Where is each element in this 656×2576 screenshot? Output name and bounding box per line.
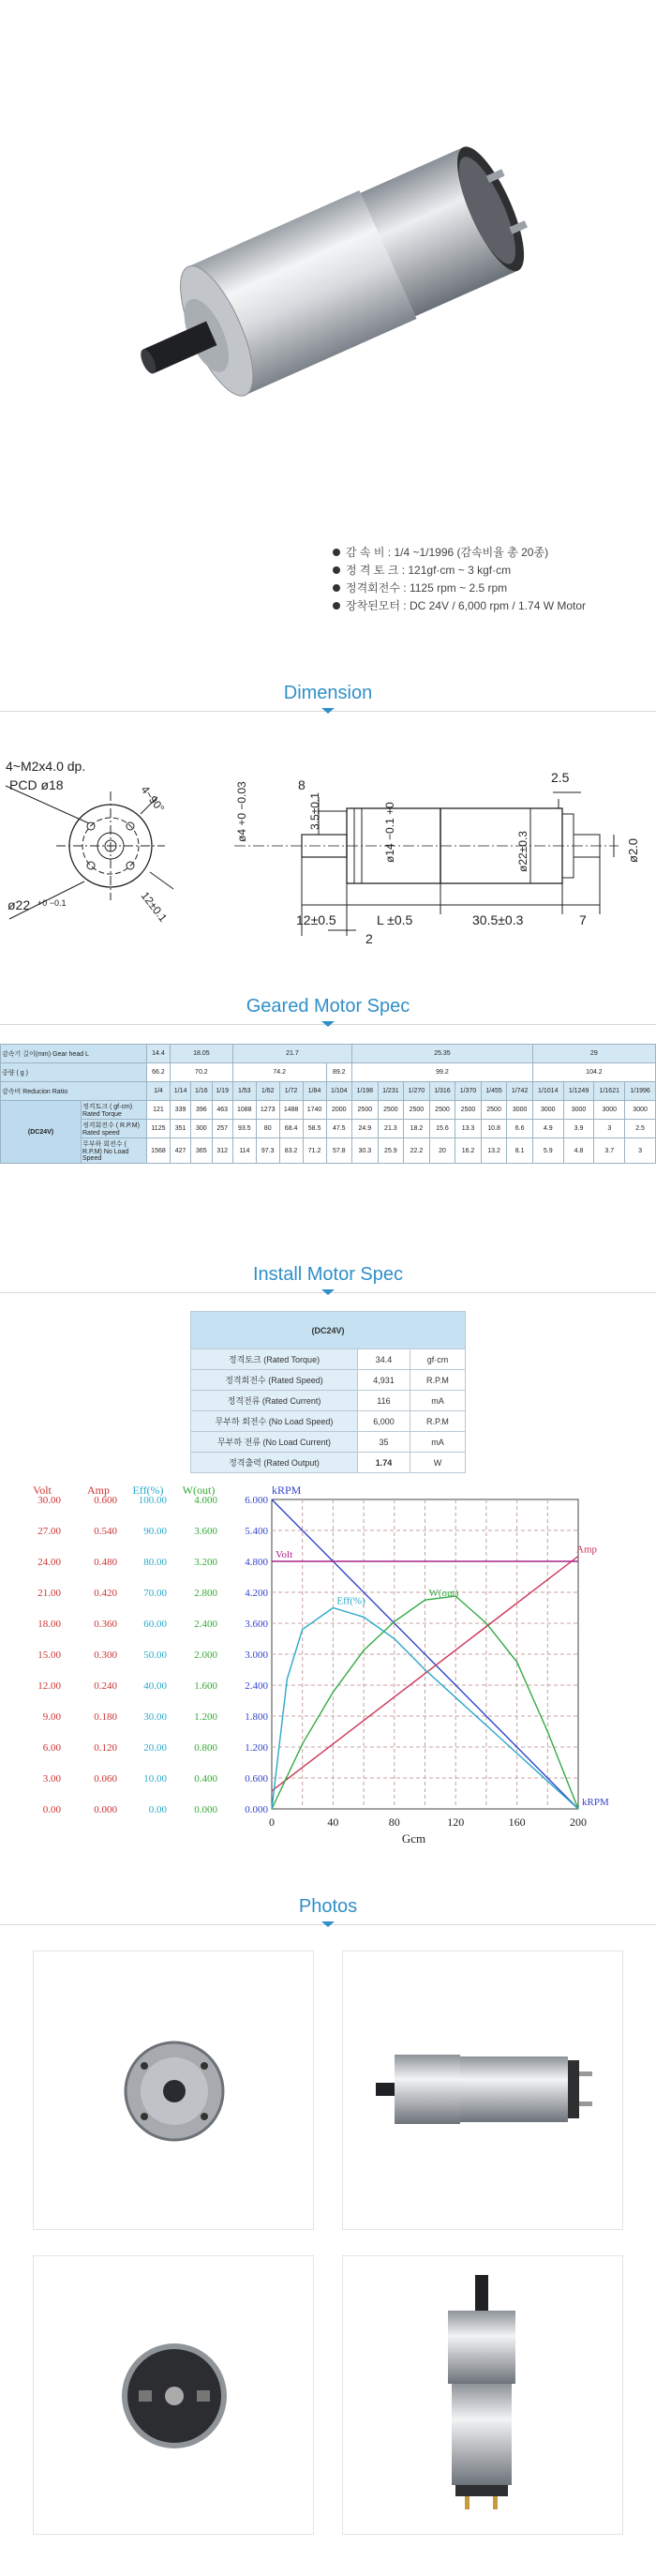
section-title-geared: Geared Motor Spec (246, 996, 410, 1017)
axis-tick-label: 0.800 (194, 1742, 217, 1754)
table-row (191, 1432, 466, 1453)
axis-tick-label: 4.200 (245, 1588, 268, 1599)
table-cell: 114 (232, 1138, 256, 1164)
table-cell: 5.9 (532, 1138, 563, 1164)
axis-tick-label: 10.00 (143, 1773, 167, 1785)
table-cell: 정격회전수 (Rated Speed) (191, 1370, 358, 1391)
table-row (1, 1138, 656, 1164)
table-cell: 68.4 (279, 1120, 303, 1138)
photo-upright-view (342, 2255, 623, 2535)
axis-tick-label: 4.000 (194, 1495, 217, 1506)
dim-label-2-5: 2.5 (551, 770, 570, 785)
table-cell: 1/62 (256, 1082, 279, 1101)
feature-torque: 정 격 토 크 : 121gf·cm ~ 3 kgf·cm (333, 562, 586, 580)
x-tick-label: 160 (508, 1815, 526, 1829)
table-cell: 57.8 (326, 1138, 352, 1164)
axis-tick-label: 0.060 (94, 1773, 117, 1785)
table-cell: 97.3 (256, 1138, 279, 1164)
table-cell: 30.3 (352, 1138, 379, 1164)
section-marker-icon (321, 1921, 335, 1927)
x-tick-label: 120 (447, 1815, 465, 1829)
axis-tick-label: 4.800 (245, 1557, 268, 1568)
table-cell: 339 (170, 1101, 190, 1120)
axis-tick-label: 18.00 (37, 1619, 61, 1630)
table-cell: 1.74 (358, 1453, 410, 1473)
series-label: Eff(%) (336, 1595, 365, 1607)
table-cell: 18.05 (170, 1045, 232, 1063)
axis-tick-label: 0.480 (94, 1557, 117, 1568)
table-cell: 427 (170, 1138, 190, 1164)
axis-tick-label: 1.800 (245, 1711, 268, 1723)
table-cell: 2.5 (625, 1120, 656, 1138)
section-title-dimension: Dimension (283, 683, 373, 703)
axis-tick-label: 0.400 (194, 1773, 217, 1785)
axis-tick-label: 1.600 (194, 1680, 217, 1692)
table-cell: 14.4 (147, 1045, 171, 1063)
axis-tick-label: 0.00 (148, 1804, 167, 1815)
table-cell: 312 (212, 1138, 232, 1164)
table-cell: 29 (532, 1045, 655, 1063)
table-cell: 1088 (232, 1101, 256, 1120)
axis-tick-label: 5.400 (245, 1526, 268, 1537)
table-cell: 2500 (352, 1101, 379, 1120)
table-cell: 351 (170, 1120, 190, 1138)
axis-tick-label: 27.00 (37, 1526, 61, 1537)
table-cell: 66.2 (147, 1063, 171, 1082)
table-cell: 1488 (279, 1101, 303, 1120)
table-row (1, 1120, 656, 1138)
table-cell: 2500 (481, 1101, 507, 1120)
axis-tick-label: 90.00 (143, 1526, 167, 1537)
table-cell: 3000 (594, 1101, 625, 1120)
row-label: 감속기 길이(mm) Gear head L (1, 1045, 147, 1063)
axis-header: W(out) (182, 1486, 216, 1497)
axis-tick-label: 2.400 (245, 1680, 268, 1692)
table-cell: R.P.M (410, 1411, 465, 1432)
axis-tick-label: 0.180 (94, 1711, 117, 1723)
table-cell: R.P.M (410, 1370, 465, 1391)
table-cell: 121 (147, 1101, 171, 1120)
performance-chart (0, 1486, 656, 1866)
table-cell: 3 (594, 1120, 625, 1138)
x-tick-label: 0 (269, 1815, 275, 1829)
axis-tick-label: 1.200 (245, 1742, 268, 1754)
axis-tick-label: 80.00 (143, 1557, 167, 1568)
series-label: Volt (276, 1549, 293, 1560)
table-cell: 13.2 (481, 1138, 507, 1164)
table-cell: 463 (212, 1101, 232, 1120)
dim-label-4: ø4 +0 −0.03 (235, 781, 248, 842)
table-cell: 3000 (532, 1101, 563, 1120)
table-row (191, 1411, 466, 1432)
table-cell: 47.5 (326, 1120, 352, 1138)
table-cell: 1/316 (429, 1082, 455, 1101)
table-cell: 1125 (147, 1120, 171, 1138)
table-cell: 2500 (404, 1101, 430, 1120)
table-cell: 93.5 (232, 1120, 256, 1138)
dim-label-30-5: 30.5±0.3 (472, 912, 524, 927)
section-marker-icon (321, 708, 335, 714)
table-cell: 70.2 (170, 1063, 232, 1082)
section-title-photos: Photos (298, 1896, 358, 1917)
axis-tick-label: 2.400 (194, 1619, 217, 1630)
axis-tick-label: 3.600 (245, 1619, 268, 1630)
dim-label-2: 2 (365, 931, 373, 946)
axis-tick-label: 0.000 (245, 1804, 268, 1815)
feature-motor: 장착된모터 : DC 24V / 6,000 rpm / 1.74 W Motor (333, 597, 586, 615)
table-cell: 1568 (147, 1138, 171, 1164)
dim-label-front-dia: ø22 (7, 897, 31, 912)
table-cell: 1/4 (147, 1082, 171, 1101)
table-cell: 정격전류 (Rated Current) (191, 1391, 358, 1411)
table-cell: 34.4 (358, 1349, 410, 1370)
table-cell: 4,931 (358, 1370, 410, 1391)
table-cell: 8.1 (507, 1138, 533, 1164)
axis-tick-label: 0.540 (94, 1526, 117, 1537)
dimension-drawing (0, 741, 656, 966)
table-cell: 116 (358, 1391, 410, 1411)
dim-label-pcd: PCD ø18 (9, 777, 64, 792)
table-cell: 13.3 (455, 1120, 482, 1138)
table-cell: 3.7 (594, 1138, 625, 1164)
table-cell: 1/16 (191, 1082, 212, 1101)
table-cell: 1/1249 (563, 1082, 594, 1101)
section-title-install: Install Motor Spec (252, 1264, 404, 1285)
axis-tick-label: 70.00 (143, 1588, 167, 1599)
table-cell: mA (410, 1432, 465, 1453)
table-cell: 74.2 (232, 1063, 326, 1082)
row-label: 중량 ( g ) (1, 1063, 147, 1082)
dim-label-front-dia-tol: +0 −0.1 (37, 898, 67, 908)
table-cell: 1273 (256, 1101, 279, 1120)
dim-label-22: ø22±0.3 (516, 831, 529, 872)
axis-tick-label: 50.00 (143, 1650, 167, 1661)
axis-tick-label: 3.00 (42, 1773, 61, 1785)
axis-tick-label: 40.00 (143, 1680, 167, 1692)
dim-label-8: 8 (298, 777, 306, 792)
axis-tick-label: 0.360 (94, 1619, 117, 1630)
table-cell: 10.8 (481, 1120, 507, 1138)
table-cell: 1/1621 (594, 1082, 625, 1101)
table-cell: 3000 (507, 1101, 533, 1120)
x-tick-label: 40 (327, 1815, 339, 1829)
table-row (191, 1453, 466, 1473)
table-cell: 83.2 (279, 1138, 303, 1164)
axis-tick-label: 15.00 (37, 1650, 61, 1661)
geared-spec-table (0, 1044, 656, 1164)
dim-label-twelve: 12±0.1 (138, 889, 171, 925)
axis-tick-label: 60.00 (143, 1619, 167, 1630)
table-row (1, 1045, 656, 1063)
feature-speed: 정격회전수 : 1125 rpm ~ 2.5 rpm (333, 580, 586, 597)
group-label: (DC24V) (1, 1101, 82, 1164)
axis-tick-label: 100.00 (138, 1495, 167, 1506)
axis-tick-label: 3.200 (194, 1557, 217, 1568)
table-cell: 1/742 (507, 1082, 533, 1101)
axis-tick-label: 30.00 (37, 1495, 61, 1506)
axis-tick-label: 0.120 (94, 1742, 117, 1754)
axis-tick-label: 0.600 (245, 1773, 268, 1785)
axis-tick-label: 0.000 (194, 1804, 217, 1815)
feature-ratio: 감 속 비 : 1/4 ~1/1996 (감속비율 총 20종) (333, 544, 586, 562)
feature-list (333, 544, 586, 615)
axis-tick-label: 1.200 (194, 1711, 217, 1723)
section-marker-icon (321, 1021, 335, 1027)
table-cell: 80 (256, 1120, 279, 1138)
table-cell: 3000 (563, 1101, 594, 1120)
table-cell: 25.35 (352, 1045, 533, 1063)
axis-tick-label: 3.600 (194, 1526, 217, 1537)
table-cell: 300 (191, 1120, 212, 1138)
dim-label-angle: 4~90° (138, 783, 168, 815)
axis-tick-label: 6.000 (245, 1495, 268, 1506)
table-cell: 1/270 (404, 1082, 430, 1101)
table-row (191, 1370, 466, 1391)
series-label: Amp (576, 1544, 597, 1556)
table-cell: 6,000 (358, 1411, 410, 1432)
table-cell: 58.5 (303, 1120, 326, 1138)
axis-tick-label: 2.800 (194, 1588, 217, 1599)
row-label: 정격토크 ( gf·cm) Rated Torque (82, 1101, 147, 1120)
axis-tick-label: 24.00 (37, 1557, 61, 1568)
table-cell: 1/84 (303, 1082, 326, 1101)
table-cell: 정격출력 (Rated Output) (191, 1453, 358, 1473)
table-cell: mA (410, 1391, 465, 1411)
axis-tick-label: 0.000 (94, 1804, 117, 1815)
table-cell: 1/1014 (532, 1082, 563, 1101)
table-cell: 1/53 (232, 1082, 256, 1101)
photo-rear-view (33, 2255, 314, 2535)
table-cell: 1740 (303, 1101, 326, 1120)
table-cell: 1/72 (279, 1082, 303, 1101)
table-cell: 99.2 (352, 1063, 533, 1082)
table-cell: 1/1996 (625, 1082, 656, 1101)
table-row (1, 1101, 656, 1120)
dim-label-L: L ±0.5 (377, 912, 413, 927)
table-cell: 3.9 (563, 1120, 594, 1138)
table-cell: 2500 (455, 1101, 482, 1120)
photo-side-view (342, 1951, 623, 2230)
dim-label-3-5: 3.5±0.1 (308, 792, 321, 830)
series-label: kRPM (582, 1797, 609, 1808)
table-row (191, 1312, 466, 1349)
table-cell: 257 (212, 1120, 232, 1138)
table-cell: 1/370 (455, 1082, 482, 1101)
table-cell: 16.2 (455, 1138, 482, 1164)
photo-front-view (33, 1951, 314, 2230)
axis-tick-label: 0.420 (94, 1588, 117, 1599)
product-hero-image (0, 0, 656, 525)
table-cell: 4.9 (532, 1120, 563, 1138)
table-cell: 2500 (429, 1101, 455, 1120)
table-cell: 396 (191, 1101, 212, 1120)
table-cell: 1/104 (326, 1082, 352, 1101)
axis-tick-label: 9.00 (42, 1711, 61, 1723)
table-cell: 71.2 (303, 1138, 326, 1164)
table-cell: 1/198 (352, 1082, 379, 1101)
table-cell: 6.6 (507, 1120, 533, 1138)
table-cell: 1/455 (481, 1082, 507, 1101)
x-tick-label: 80 (388, 1815, 400, 1829)
table-cell: 3000 (625, 1101, 656, 1120)
row-label: 무부하 회전수 ( R.P.M) No Load Speed (82, 1138, 147, 1164)
table-cell: 35 (358, 1432, 410, 1453)
axis-tick-label: 0.600 (94, 1495, 117, 1506)
section-marker-icon (321, 1289, 335, 1295)
table-cell: 25.9 (378, 1138, 404, 1164)
table-cell: 1/19 (212, 1082, 232, 1101)
axis-header: kRPM (272, 1486, 302, 1497)
table-cell: 15.6 (429, 1120, 455, 1138)
table-cell: gf·cm (410, 1349, 465, 1370)
axis-header: Eff(%) (132, 1486, 164, 1497)
axis-header: Volt (33, 1486, 52, 1497)
row-label: 감속비 Reducion Ratio (1, 1082, 147, 1101)
table-cell: 4.8 (563, 1138, 594, 1164)
axis-header: Amp (87, 1486, 110, 1497)
axis-tick-label: 0.240 (94, 1680, 117, 1692)
axis-tick-label: 30.00 (143, 1711, 167, 1723)
table-cell: 20 (429, 1138, 455, 1164)
dim-label-thread: 4~M2x4.0 dp. (6, 759, 86, 774)
table-cell: 3 (625, 1138, 656, 1164)
table-cell: 18.2 (404, 1120, 430, 1138)
axis-tick-label: 3.000 (245, 1650, 268, 1661)
axis-tick-label: 2.000 (194, 1650, 217, 1661)
axis-tick-label: 20.00 (143, 1742, 167, 1754)
table-row (1, 1063, 656, 1082)
table-cell: 1/231 (378, 1082, 404, 1101)
dim-label-14: ø14 −0.1 +0 (383, 802, 396, 863)
x-tick-label: 200 (570, 1815, 587, 1829)
table-cell: 365 (191, 1138, 212, 1164)
table-cell: 22.2 (404, 1138, 430, 1164)
axis-tick-label: 0.300 (94, 1650, 117, 1661)
table-cell: 21.7 (232, 1045, 351, 1063)
series-label: W(out) (428, 1588, 459, 1600)
table-cell: 2500 (378, 1101, 404, 1120)
table-cell: 21.3 (378, 1120, 404, 1138)
table-cell: W (410, 1453, 465, 1473)
axis-tick-label: 12.00 (37, 1680, 61, 1692)
table-row (191, 1391, 466, 1411)
dim-label-12: 12±0.5 (296, 912, 336, 927)
axis-tick-label: 6.00 (42, 1742, 61, 1754)
table-cell: 무부하 회전수 (No Load Speed) (191, 1411, 358, 1432)
table-cell: 2000 (326, 1101, 352, 1120)
install-header: (DC24V) (191, 1312, 466, 1349)
table-row (1, 1082, 656, 1101)
dim-label-2-0: ø2.0 (626, 837, 640, 863)
table-cell: 104.2 (532, 1063, 655, 1082)
table-cell: 89.2 (326, 1063, 352, 1082)
table-row (191, 1349, 466, 1370)
table-cell: 무부하 전류 (No Load Current) (191, 1432, 358, 1453)
axis-tick-label: 21.00 (37, 1588, 61, 1599)
table-cell: 1/14 (170, 1082, 190, 1101)
table-cell: 정격토크 (Rated Torque) (191, 1349, 358, 1370)
axis-tick-label: 0.00 (42, 1804, 61, 1815)
x-axis-label: Gcm (401, 1831, 426, 1845)
install-spec-table (190, 1311, 466, 1473)
row-label: 정격회전수 ( R.P.M) Rated speed (82, 1120, 147, 1138)
dim-label-7: 7 (579, 912, 587, 927)
table-cell: 24.9 (352, 1120, 379, 1138)
